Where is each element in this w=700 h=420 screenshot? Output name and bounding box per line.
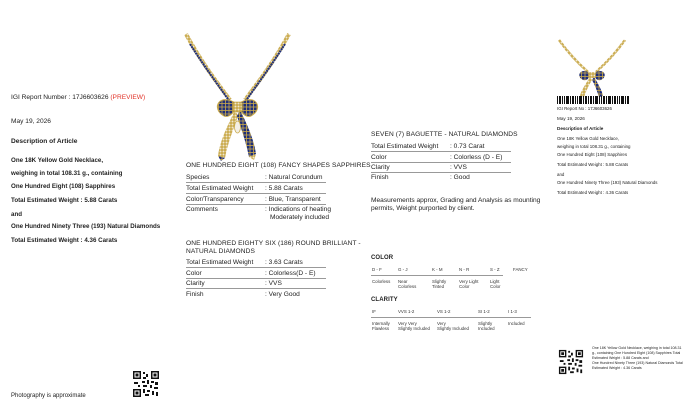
color-grade: N - R [459, 267, 470, 272]
clarity-grade: SI 1-2 [478, 309, 490, 314]
baguette-row-label: Clarity [371, 164, 390, 171]
clarity-desc: Slightly Included [437, 326, 469, 331]
divider [186, 204, 326, 205]
mini-report-number [557, 106, 612, 111]
mini-small-line-2: g., containing One Hundred Eight (108) Sapphires Total [592, 351, 681, 355]
qr-code-icon [558, 349, 584, 375]
color-grade: S - Z [490, 267, 500, 272]
desc-line-2: weighing in total 108.31 g., containing [11, 170, 123, 177]
divider [371, 162, 511, 163]
color-desc: Tinted [432, 284, 445, 289]
mini-small-line-3: Estimated Weight : 5.88 Carats and [592, 356, 649, 360]
desc-line-3: One Hundred Eight (108) Sapphires [11, 183, 116, 190]
clarity-desc: Very [437, 321, 446, 326]
report-date: May 19, 2026 [11, 118, 51, 125]
baguette-row-label: Color [371, 154, 387, 161]
baguette-row-value: : Good [450, 174, 470, 181]
description-title: Description of Article [11, 138, 78, 145]
barcode-icon [557, 96, 629, 104]
color-desc: Colorless [398, 284, 417, 289]
color-desc: Color [490, 284, 501, 289]
color-grade: FANCY [513, 267, 528, 272]
clarity-scale-title: CLARITY [371, 297, 398, 303]
divider [186, 288, 326, 289]
baguette-row-value: : 0.73 Carat [450, 143, 485, 150]
clarity-desc: Included [478, 326, 495, 331]
round-row-label: Total Estimated Weight [186, 259, 254, 266]
mini-report-label: IGI Report No : [557, 106, 588, 111]
color-desc: Near [398, 279, 408, 284]
sapphire-row-value: : 5.88 Carats [265, 185, 303, 192]
divider [186, 193, 326, 194]
desc-line-4: Total Estimated Weight : 5.88 Carats [11, 197, 118, 204]
mini-small-line-1: One 18K Yellow Gold Necklace, weighing in total 108.31 [592, 346, 682, 350]
sapphire-row-value: : Blue, Transparent [265, 196, 321, 203]
sapphire-row-label: Color/Transparency [186, 196, 244, 203]
sapphire-row-label: Species [186, 174, 210, 181]
round-row-value: : 3.63 Carats [265, 259, 303, 266]
clarity-desc: Very Very [398, 321, 417, 326]
color-desc: Light [490, 279, 500, 284]
clarity-desc: Slightly [478, 321, 493, 326]
clarity-grade: IF [372, 309, 376, 314]
mini-desc-line-5: and [557, 172, 565, 177]
photo-note: Photography is approximate [11, 393, 86, 399]
report-label: IGI Report Number : [11, 94, 73, 101]
clarity-desc: Flawless [372, 326, 390, 331]
baguette-row-label: Finish [371, 174, 389, 181]
round-heading-1: ONE HUNDRED EIGHTY SIX (186) ROUND BRILLIANT - [186, 240, 361, 247]
color-desc: Very Light [459, 279, 479, 284]
necklace-photo [180, 30, 295, 165]
color-scale-title: COLOR [371, 255, 394, 261]
clarity-grade: I 1-3 [508, 309, 517, 314]
clarity-grade: VS 1-2 [437, 309, 451, 314]
desc-line-6: One Hundred Ninety Three (193) Natural Diamonds [11, 223, 161, 230]
necklace-thumbnail [557, 38, 627, 98]
color-desc: Color [459, 284, 470, 289]
clarity-grade: VVS 1-2 [398, 309, 415, 314]
report-number-value: 17J6603626 [72, 94, 109, 101]
scale-divider [371, 275, 503, 276]
sapphire-row-label: Comments [186, 206, 218, 213]
round-heading-2: NATURAL DIAMONDS [186, 248, 256, 255]
preview-badge: (PREVIEW) [110, 94, 146, 101]
mini-desc-line-4: Total Estimated Weight : 5.88 Carats [557, 162, 629, 167]
round-row-value: : Very Good [265, 291, 300, 298]
round-row-label: Finish [186, 291, 204, 298]
baguette-row-label: Total Estimated Weight [371, 143, 439, 150]
divider [186, 267, 326, 268]
scale-divider [371, 317, 531, 318]
sapphire-row-value: : Natural Corundum [265, 174, 323, 181]
measurements-note-1: Measurements approx, Grading and Analysis as mounting [371, 197, 541, 204]
mini-small-line-4: One Hundred Ninety Three (193) Natural Diamonds Total [592, 361, 683, 365]
mini-desc-line-1: One 18K Yellow Gold Necklace, [557, 136, 619, 141]
divider [371, 172, 511, 173]
desc-line-1: One 18K Yellow Gold Necklace, [11, 157, 104, 164]
divider [186, 182, 326, 183]
mini-desc-line-7: Total Estimated Weight : 4.36 Carats [557, 190, 629, 195]
color-desc: Slightly [432, 279, 447, 284]
color-grade: D - F [372, 267, 382, 272]
color-desc: Colorless [372, 279, 391, 284]
report-number [11, 94, 145, 101]
clarity-desc: Included [508, 321, 525, 326]
mini-small-line-5: Estimated Weight : 4.36 Carats [592, 366, 642, 370]
mini-report-date: May 19, 2026 [557, 116, 585, 121]
sapphire-row-label: Total Estimated Weight [186, 185, 254, 192]
sapphire-row-value: : Indications of heating [265, 206, 331, 213]
divider [186, 278, 326, 279]
mini-report-number-value: 17J6603626 [587, 106, 612, 111]
round-row-value: : VVS [265, 280, 282, 287]
round-row-label: Color [186, 270, 202, 277]
round-row-label: Clarity [186, 280, 205, 287]
clarity-desc: Slightly Included [398, 326, 430, 331]
mini-description-title: Description of Article [557, 126, 604, 131]
baguette-heading: SEVEN (7) BAGUETTE - NATURAL DIAMONDS [371, 131, 518, 138]
color-grade: K - M [432, 267, 443, 272]
color-grade: G - J [398, 267, 408, 272]
divider [371, 151, 511, 152]
measurements-note-2: permits, Weight purported by client. [371, 205, 475, 212]
round-row-value: : Colorless(D - E) [265, 270, 316, 277]
qr-code-icon [132, 370, 160, 398]
desc-line-7: Total Estimated Weight : 4.36 Carats [11, 237, 118, 244]
mini-desc-line-2: weighing in total 108.31 g., containing [557, 144, 631, 149]
sapphires-heading: ONE HUNDRED EIGHT (108) FANCY SHAPES SAPPHIRES [186, 162, 371, 169]
mini-desc-line-6: One Hundred Ninety Three (193) Natural Diamonds [557, 180, 658, 185]
sapphire-comment-cont: Moderately included [270, 214, 330, 221]
baguette-row-value: : Colorless (D - E) [450, 154, 503, 161]
baguette-row-value: : VVS [450, 164, 467, 171]
clarity-desc: Internally [372, 321, 390, 326]
desc-line-5: and [11, 211, 23, 218]
mini-desc-line-3: One Hundred Eight (108) Sapphires [557, 152, 628, 157]
